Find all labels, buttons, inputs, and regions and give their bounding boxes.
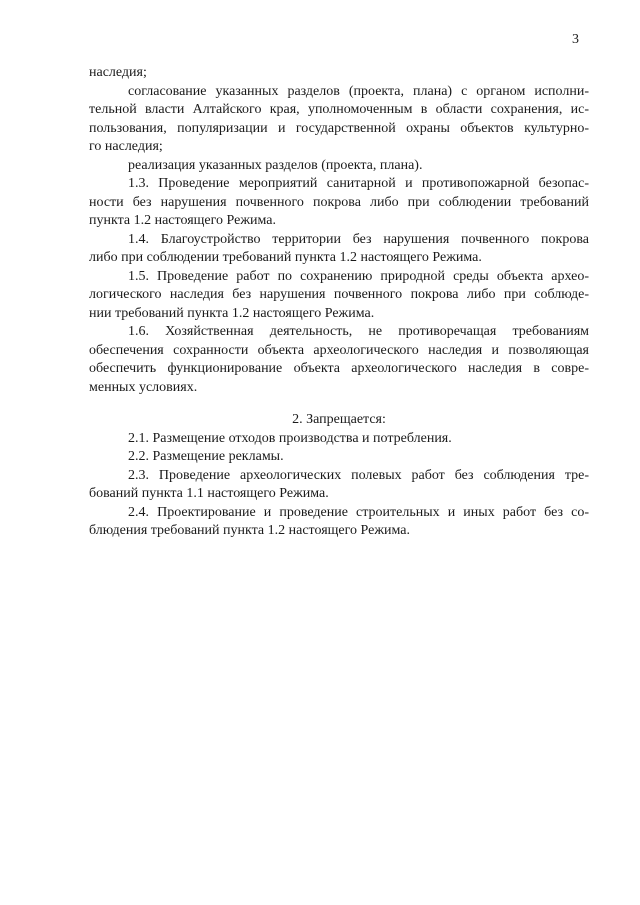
text-line: согласование указанных разделов (проекта, плана) с органом исполни- (128, 83, 589, 99)
text-line: обеспечения сохранности объекта археологического наследия и позволяющая (89, 342, 589, 358)
document-body (89, 64, 589, 541)
text-line: нии требований пункта 1.2 настоящего Режима. (89, 305, 375, 321)
text-line: 1.5. Проведение работ по сохранению природной среды объекта архео- (128, 268, 589, 284)
text-line: обеспечить функционирование объекта археологического наследия в совре- (89, 361, 589, 376)
text-line: го наследия; (89, 139, 163, 154)
section-2-heading: 2. Запрещается: (292, 412, 386, 427)
section-2-text (89, 430, 589, 541)
text-line: 1.3. Проведение мероприятий санитарной и противопожарной безопас- (128, 176, 589, 191)
text-line: бований пункта 1.1 настоящего Режима. (89, 486, 329, 501)
text-line: либо при соблюдении требований пункта 1.2 настоящего Режима. (89, 250, 482, 265)
text-line: наследия; (89, 65, 147, 80)
section-1-text (89, 64, 589, 397)
text-line: 1.6. Хозяйственная деятельность, не противоречащая требованиям (128, 324, 589, 339)
text-line: тельной власти Алтайского края, уполномоченным в области сохранения, ис- (89, 102, 589, 117)
page-number: 3 (572, 32, 579, 47)
text-line: 2.3. Проведение археологических полевых работ без соблюдения тре- (128, 467, 589, 483)
text-line: 2.1. Размещение отходов производства и потребления. (128, 430, 452, 446)
text-line: 2.2. Размещение рекламы. (128, 449, 284, 464)
text-line: блюдения требований пункта 1.2 настоящего Режима. (89, 523, 410, 538)
text-line: 1.4. Благоустройство территории без нарушения почвенного покрова (128, 231, 589, 247)
text-line: 2.4. Проектирование и проведение строительных и иных работ без со- (128, 504, 589, 520)
text-line: пользования, популяризации и государственной охраны объектов культурно- (89, 120, 589, 136)
text-line: логического наследия без нарушения почвенного покрова либо при соблюде- (89, 287, 589, 302)
text-line: реализация указанных разделов (проекта, плана). (128, 157, 423, 173)
text-line: пункта 1.2 настоящего Режима. (89, 213, 276, 228)
text-line: менных условиях. (89, 379, 198, 395)
text-line: ности без нарушения почвенного покрова либо при соблюдении требований (89, 194, 589, 210)
